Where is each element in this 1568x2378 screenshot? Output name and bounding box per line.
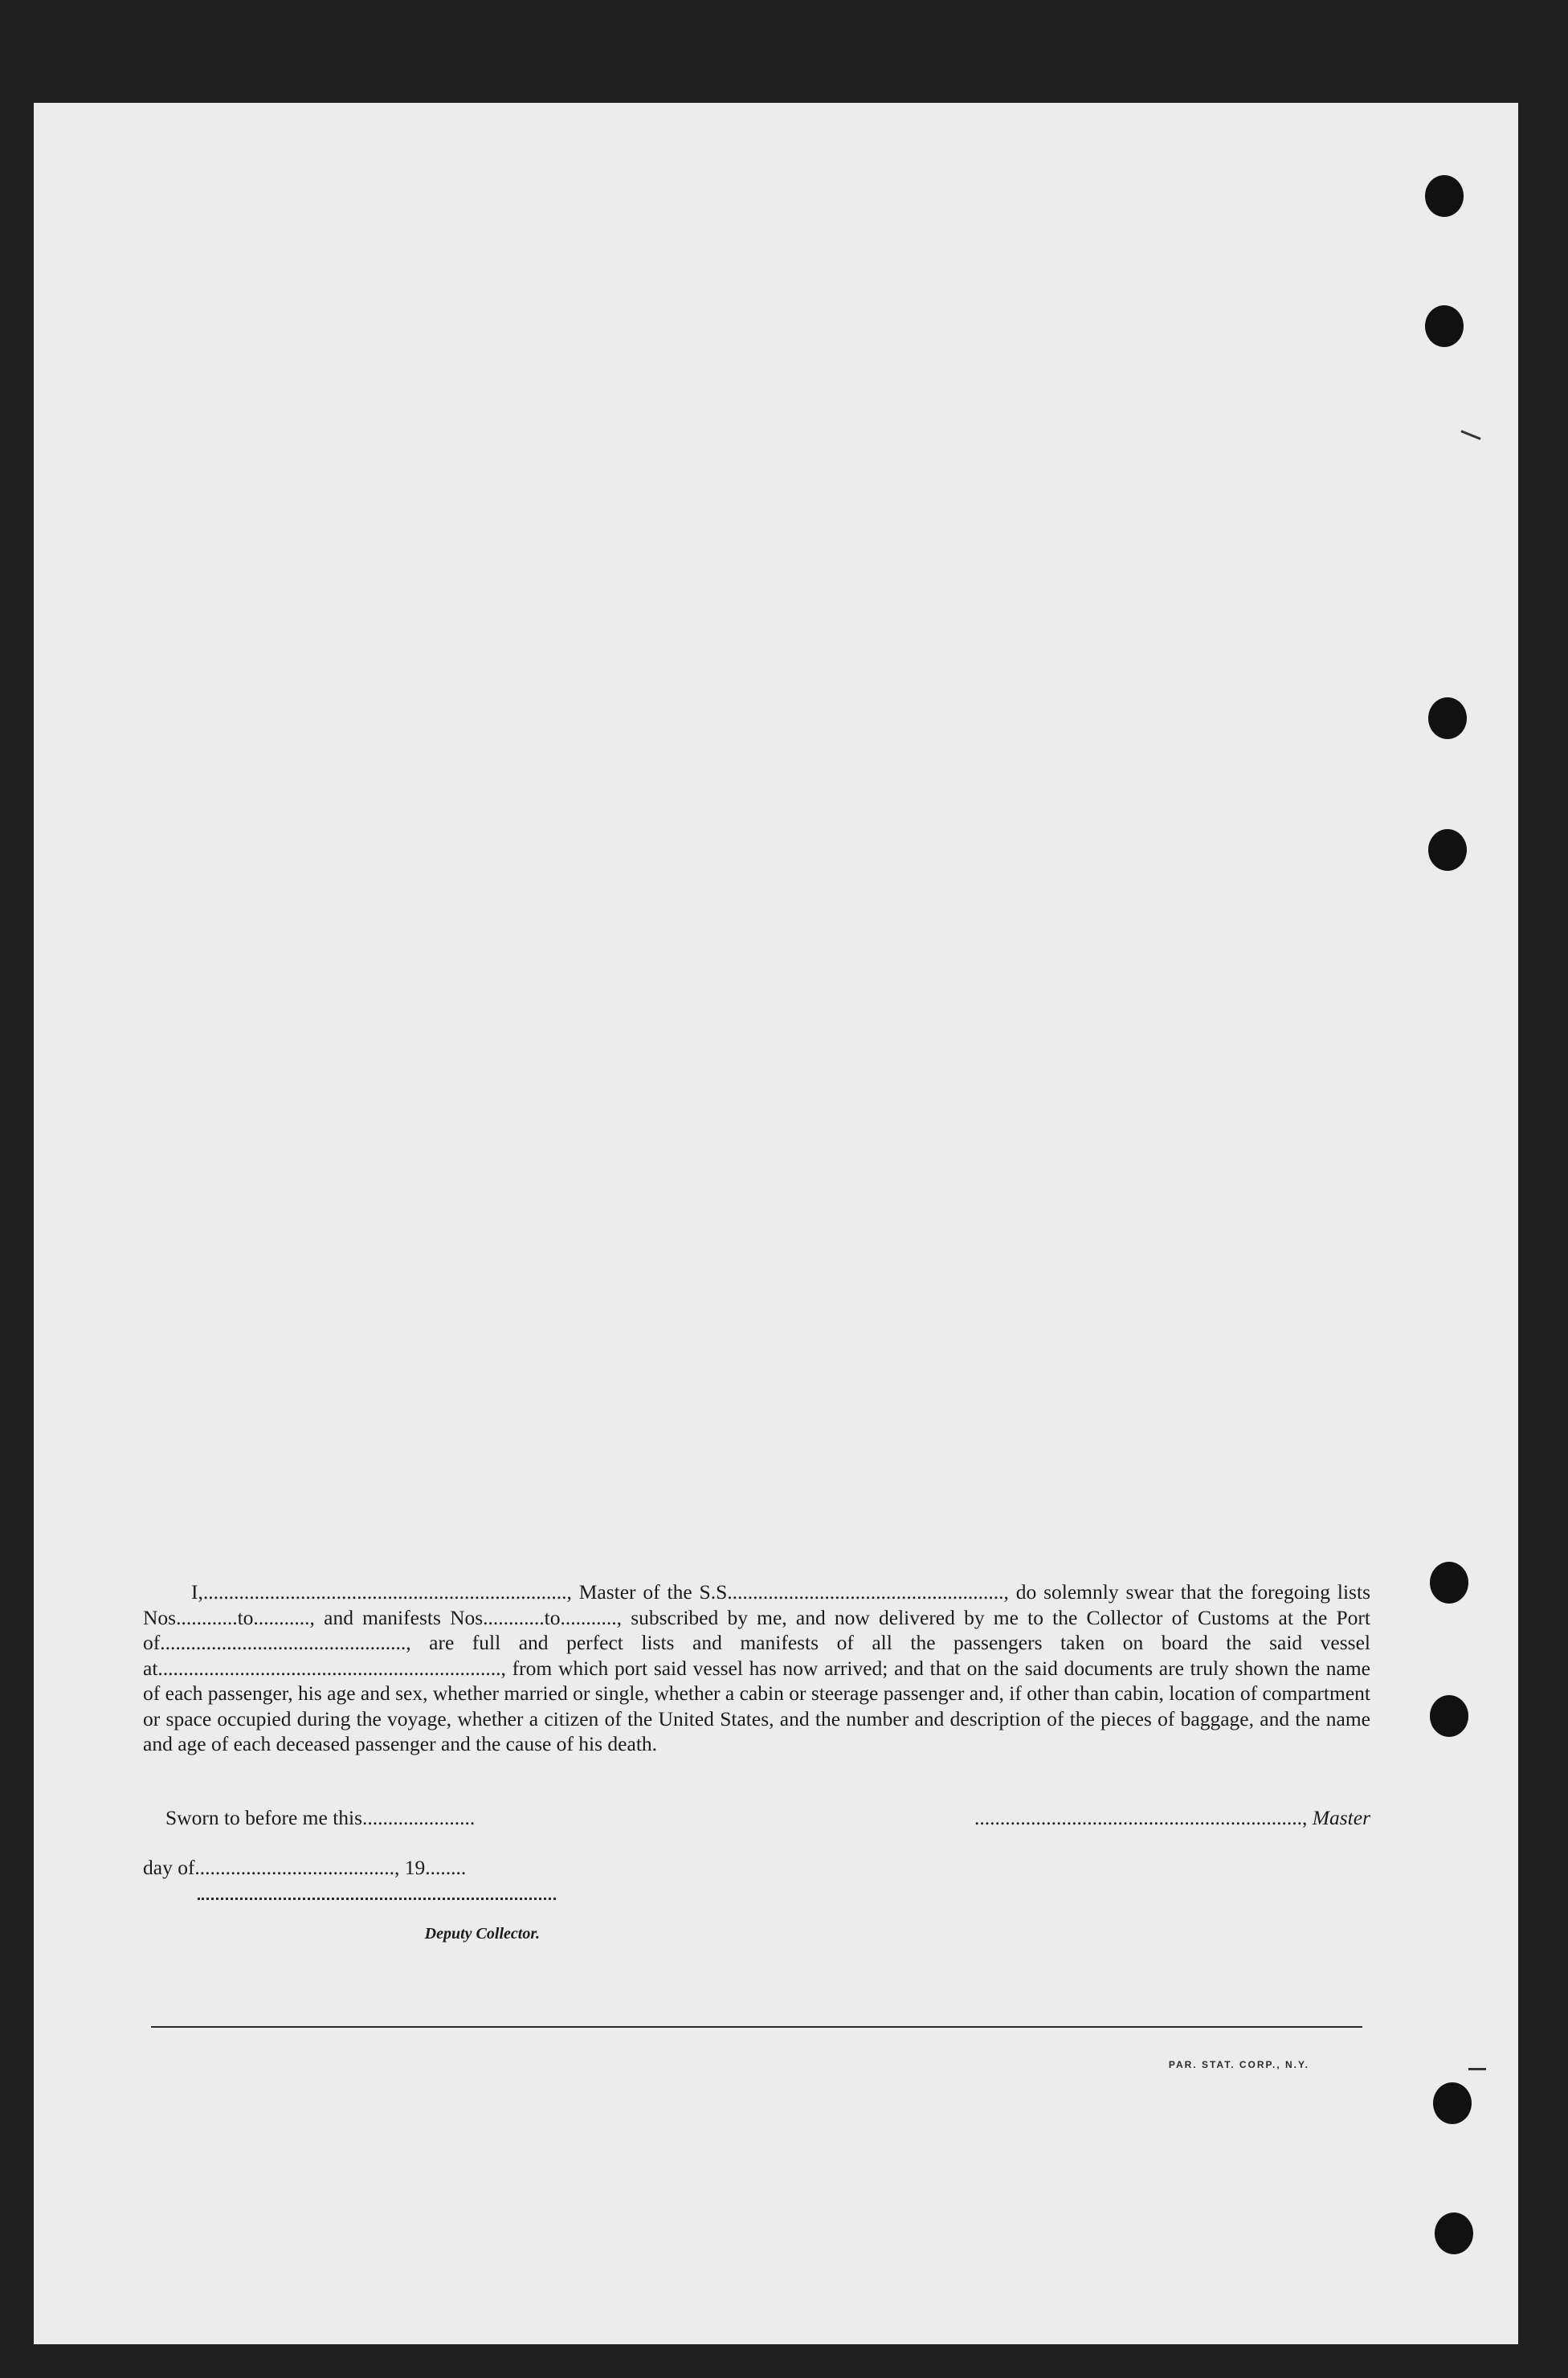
manifest-page: [34, 103, 1518, 2344]
deputy-collector-label: Deputy Collector.: [424, 1925, 540, 1943]
deputy-signature-line: [198, 1898, 556, 1900]
master-signature: [974, 1806, 1370, 1830]
scan-mark: [1468, 2068, 1486, 2070]
master-signature-line: ................................................................,: [974, 1806, 1308, 1829]
binder-hole: [1425, 305, 1464, 347]
binder-hole: [1435, 2213, 1473, 2254]
sworn-line: Sworn to before me this......................: [165, 1806, 476, 1829]
binder-hole: [1430, 1695, 1468, 1737]
printer-imprint: PAR. STAT. CORP., N.Y.: [1168, 2059, 1309, 2070]
day-line: day of......................................., 19........: [143, 1856, 467, 1879]
binder-hole: [1428, 697, 1467, 739]
scan-mark: [1460, 430, 1480, 440]
binder-hole: [1433, 2082, 1472, 2124]
oath-text: I,......................................................................., Master of the S.S......................................................, do solemnly swear that the foregoing lists Nos............to..........., and manifests Nos............to..........., subscribed by me, and now delivered by me to the Collector of Customs at the Port of................................................, are full and perfect lists and manifests of all the passengers taken on board the said vessel at..................................................................., from which port said vessel has now arrived; and that on the said documents are truly shown the name of each passenger, his age and sex, whether married or single, whether a cabin or steerage passenger and, if other than cabin, location of compartment or space occupied during the voyage, whether a citizen of the United States, and the number and description of the pieces of baggage, and the name and age of each deceased passenger and the cause of his death.: [143, 1580, 1370, 1755]
binder-hole: [1425, 175, 1464, 217]
binder-hole: [1430, 1562, 1468, 1604]
binder-hole: [1428, 829, 1467, 871]
master-label: Master: [1312, 1806, 1370, 1829]
horizontal-rule: [151, 2026, 1362, 2028]
oath-statement: [143, 1579, 1370, 1757]
